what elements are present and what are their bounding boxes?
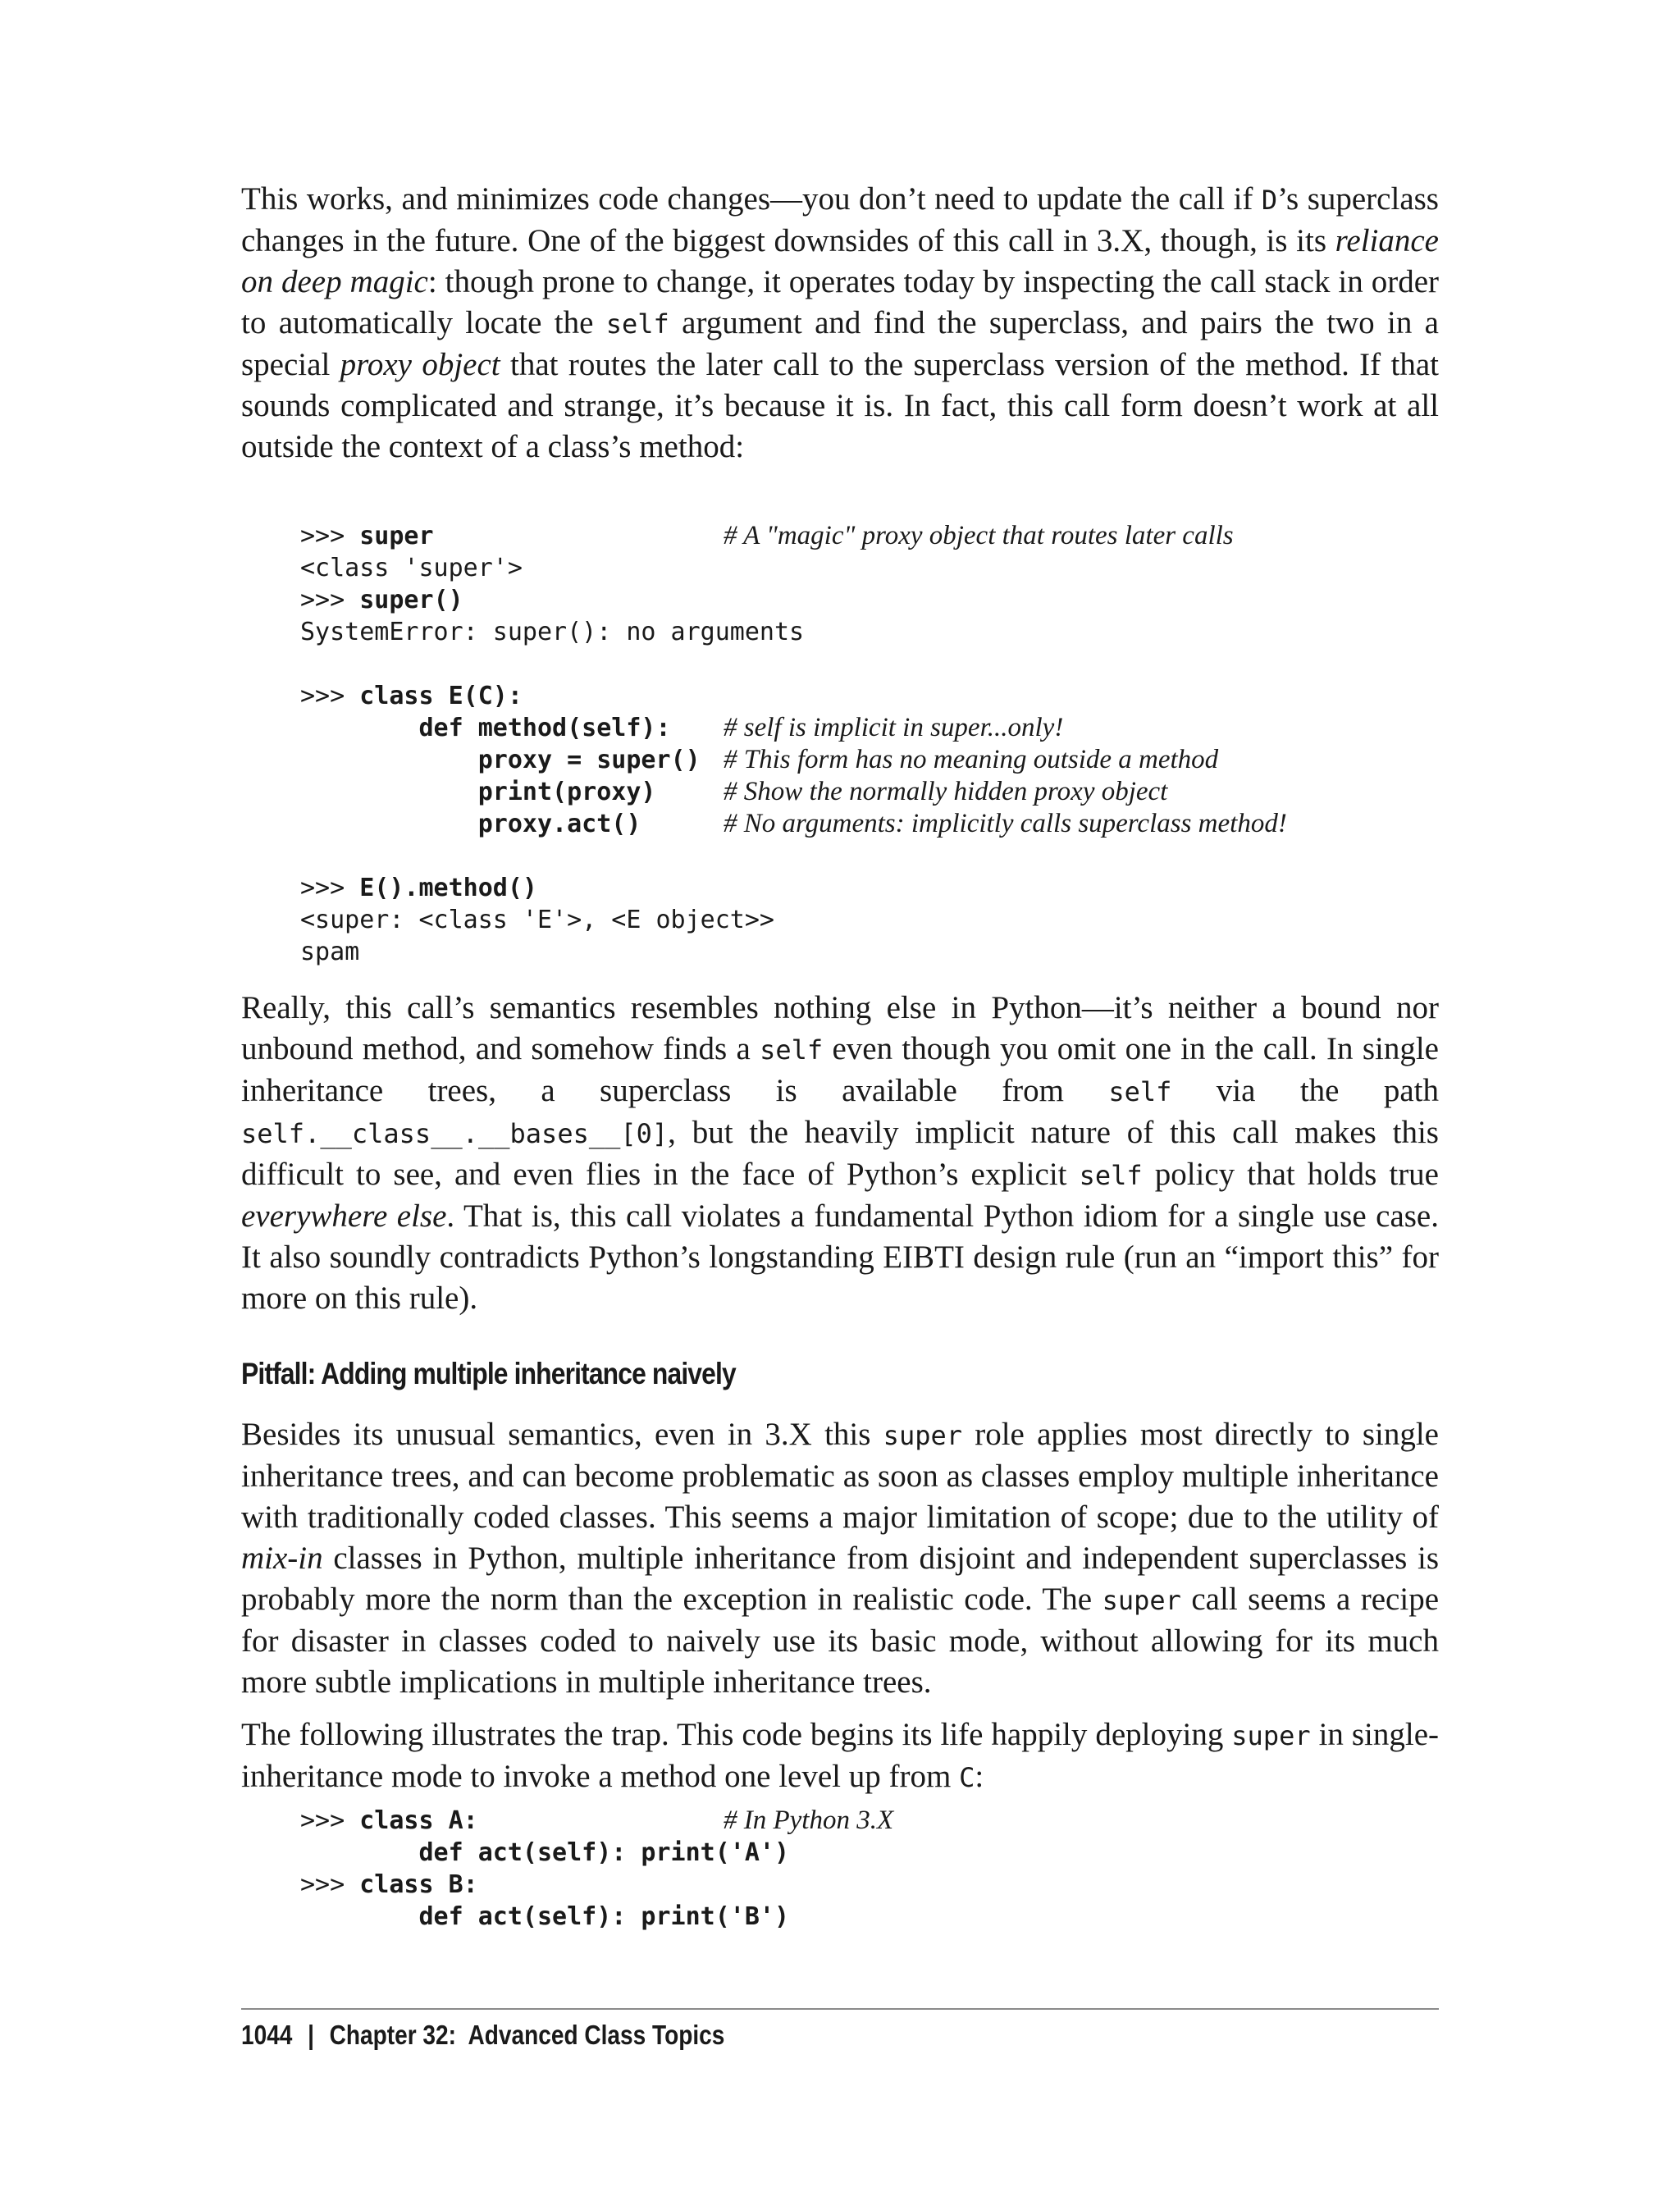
code-input: def act(self): print('A'): [418, 1838, 790, 1867]
code-input: E().method(): [359, 874, 537, 902]
code-example-super-proxy: [300, 520, 1287, 968]
code-text: <super: <class 'E'>, <E object>>: [300, 906, 774, 934]
code-input: class E(C):: [359, 682, 523, 710]
inline-code: C: [959, 1762, 975, 1793]
code-text: spam: [300, 938, 360, 966]
code-comment: # This form has no meaning outside a method: [724, 745, 1219, 774]
code-line: [300, 840, 804, 872]
code-text: [300, 810, 478, 838]
code-text: >>>: [300, 586, 360, 614]
code-line: [300, 1901, 789, 1933]
code-text: SystemError: super(): no arguments: [300, 618, 805, 646]
code-line: [300, 552, 804, 584]
code-line: [300, 584, 804, 616]
code-text: <class 'super'>: [300, 554, 523, 582]
code-line: [300, 616, 804, 648]
code-line: [300, 1805, 894, 1837]
code-text: >>>: [300, 1870, 360, 1899]
code-line: [300, 520, 1234, 552]
code-text: [300, 714, 419, 742]
paragraph-multiple-inheritance: Besides its unusual semantics, even in 3.X this super role applies most directly to single inheritance trees, and can become problematic as soon as classes employ multiple inheritance with traditionally coded classes. This seems a major limitation of scope; due to the utility of mix-in classes in Python, multiple inheritance from disjoint and independent superclasses is probably more the norm than the exception in realistic code. The super call seems a recipe for disaster in classes coded to naively use its basic mode, without allowing for its much more subtle implications in multiple inheritance trees.: [241, 1417, 1440, 1700]
code-comment: # In Python 3.X: [724, 1806, 894, 1835]
code-text: >>>: [300, 874, 360, 902]
footer-rule: [241, 2008, 1439, 2010]
code-input: class A:: [359, 1806, 478, 1835]
code-text: [300, 1902, 419, 1931]
paragraph-call-semantics: Really, this call’s semantics resembles nothing else in Python—it’s neither a bound nor unbound method, and somehow finds a self even though you omit one in the call. In single inheritance trees, a superclass is available from self via the path self.__class__.__bases__[0], but the heavily implicit nature of this call makes this difficult to see, and even flies in the face of Python’s explicit self policy that holds true everywhere else. That is, this call violates a fundamental Python idiom for a single use case. It also soundly contradicts Python’s longstanding EIBTI design rule (run an “import this” for more on this rule).: [241, 990, 1439, 1316]
emphasis: everywhere else: [241, 1198, 447, 1234]
code-comment: # Show the normally hidden proxy object: [724, 777, 1168, 806]
inline-code: super: [1231, 1720, 1311, 1751]
code-input: def act(self): print('B'): [418, 1902, 790, 1931]
emphasis: proxy object: [340, 347, 500, 382]
code-comment: # No arguments: implicitly calls superclass method!: [724, 809, 1287, 838]
code-line: [300, 712, 1064, 744]
code-example-class-a-b: [300, 1805, 894, 1933]
code-text: [300, 1838, 419, 1867]
code-text: >>>: [300, 1806, 360, 1835]
emphasis: reliance on deep magic: [241, 223, 1439, 299]
code-line: [300, 808, 1287, 840]
code-line: [300, 776, 1168, 808]
code-text: >>>: [300, 522, 360, 550]
code-line: [300, 936, 804, 968]
code-line: [300, 744, 1219, 776]
inline-code: self: [1079, 1160, 1143, 1191]
code-input: super(): [359, 586, 463, 614]
chapter-title: Chapter 32: Advanced Class Topics: [329, 2020, 725, 2050]
code-line: [300, 904, 804, 936]
code-input: proxy = super(): [477, 746, 701, 774]
inline-code: self: [1108, 1076, 1172, 1107]
code-line: [300, 648, 804, 680]
code-line: [300, 1837, 789, 1869]
emphasis: mix-in: [241, 1541, 323, 1576]
inline-code: self.__class__.__bases__[0]: [241, 1118, 669, 1149]
paragraph-trap-intro: The following illustrates the trap. This code begins its life happily deploying super in single-inheritance mode to invoke a method one level up from C:: [241, 1717, 1440, 1794]
code-input: proxy.act(): [477, 810, 641, 838]
code-comment: # A "magic" proxy object that routes later calls: [724, 521, 1234, 550]
footer-separator: |: [308, 2020, 314, 2050]
paragraph-super-magic: This works, and minimizes code changes—you don’t need to update the call if D’s superclass changes in the future. One of the biggest downsides of this call in 3.X, though, is its reliance on deep magic: though prone to change, it operates today by inspecting the call stack in order to automatically locate the self argument and find the superclass, and pairs the two in a special proxy object that routes the later call to the superclass version of the method. If that sounds complicated and strange, it’s because it is. In fact, this call form doesn’t work at all outside the context of a class’s method:: [241, 181, 1439, 464]
code-comment: # self is implicit in super...only!: [724, 713, 1064, 742]
page-number: 1044: [241, 2020, 293, 2050]
code-input: class B:: [359, 1870, 478, 1899]
code-text: [300, 778, 478, 806]
inline-code: D: [1261, 185, 1278, 216]
inline-code: self: [605, 308, 669, 340]
code-text: >>>: [300, 682, 360, 710]
code-line: [300, 680, 804, 712]
code-line: [300, 872, 804, 904]
code-input: super: [359, 522, 434, 550]
inline-code: self: [760, 1034, 824, 1066]
section-heading: Pitfall: Adding multiple inheritance naively: [241, 1357, 736, 1390]
page-footer: [241, 2020, 724, 2051]
code-input: def method(self):: [418, 714, 671, 742]
inline-code: super: [1102, 1585, 1181, 1616]
code-line: [300, 1869, 789, 1901]
code-text: [300, 746, 478, 774]
code-input: print(proxy): [477, 778, 656, 806]
inline-code: super: [883, 1420, 962, 1451]
